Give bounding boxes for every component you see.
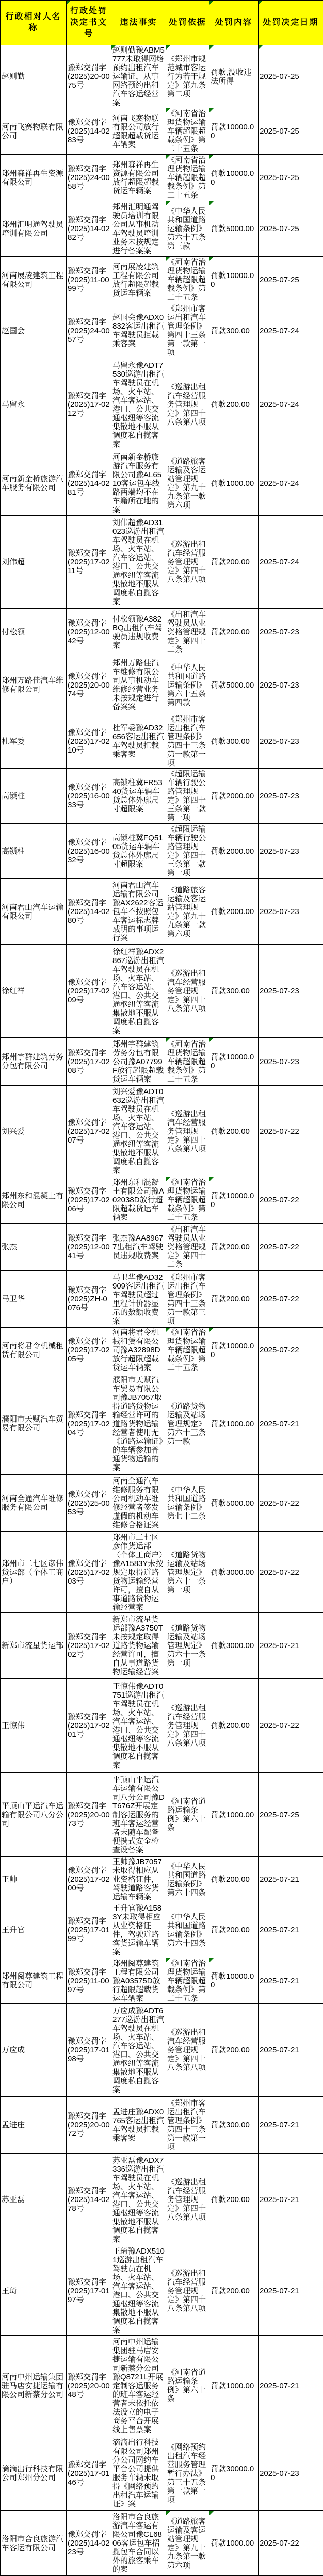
cell-party-name: 郑州森祥再生资源有限公司: [1, 155, 67, 201]
cell-penalty-content: 罚款5000.00: [209, 201, 259, 257]
green-corner-mark-icon: [209, 1, 214, 5]
cell-decision-doc-number: 豫郑交罚字(2025)17-0210号: [67, 714, 111, 769]
cell-decision-date: 2025-07-24: [259, 303, 323, 358]
cell-violation-fact: 郑州森祥再生资源有限公司放行超限超载货运车辆案: [111, 155, 166, 201]
cell-decision-date: 2025-07-21: [259, 2004, 323, 2097]
table-row: [1, 1532, 323, 1613]
cell-penalty-content: 罚款1000.00: [209, 2336, 259, 2436]
header-penalty-basis: 处罚依据: [166, 1, 209, 45]
cell-violation-fact: 郑州市二七区彦伟货运部（个体工商户）豫A1583Y未按规定取得道路货物运输经营许可，擅自从事道路货物运输经营案: [111, 1532, 166, 1613]
cell-penalty-content: 罚款200.00: [209, 1857, 259, 1902]
cell-violation-fact: 王惊伟豫ADT0751巡游出租汽车驾驶员在机场、火车站、汽车客运站、港口、公共交通枢纽等客流集散地不服从调度私自揽客案: [111, 1679, 166, 1773]
cell-decision-doc-number: 豫郑交罚字(2025)12-0041号: [67, 1224, 111, 1271]
green-corner-mark-icon: [166, 1038, 170, 1042]
cell-penalty-basis: 《巡游出租汽车经营服务管理规定》第四十八条第八项: [166, 2154, 209, 2246]
table-row: [1, 1328, 323, 1373]
cell-penalty-basis: 《郑州市客运出租汽车管理条例》第四十三条第一款第三项: [166, 1271, 209, 1328]
cell-party-name: 徐红祥: [1, 945, 67, 1038]
cell-violation-fact: 郑州汇明通驾驶员培训有限公司从事机动车驾驶员培训业务未按规定进行备案案: [111, 201, 166, 257]
cell-decision-doc-number: 豫郑交罚字(2025)17-0199号: [67, 1902, 111, 1958]
table-row: [1, 1271, 323, 1328]
cell-decision-date: 2025-07-22: [259, 1679, 323, 1773]
cell-violation-fact: 河南展凌建筑工程有限公司放行超限超载货运车辆案: [111, 257, 166, 303]
table-row: [1, 2511, 323, 2576]
cell-violation-fact: 徐红祥豫ADX2867巡游出租汽车驾驶员在机场、火车站、汽车客运站、港口、公共交通枢纽等客流集散地不服从调度私自揽客案: [111, 945, 166, 1038]
table-row: [1, 2336, 323, 2436]
cell-penalty-basis: 《河南省治理货物运输车辆超限超载条例》第二十五条: [166, 1038, 209, 1086]
cell-decision-date: 2025-07-25: [259, 108, 323, 155]
cell-decision-date: 2025-07-22: [259, 1532, 323, 1613]
cell-penalty-basis: 《道路旅客运输及客运站管理规定》第九十九条第一款第六项: [166, 879, 209, 945]
cell-penalty-content: 罚款200.00: [209, 2246, 259, 2336]
cell-decision-doc-number: 豫郑交罚字(2025)17-0202号: [67, 1613, 111, 1679]
cell-violation-fact: 河南全通汽车维修服务有限公司机动车维修经营者签发虚假的机动车维修合格证案: [111, 1475, 166, 1532]
table-row: [1, 769, 323, 824]
cell-decision-date: 2025-07-21: [259, 1857, 323, 1902]
cell-party-name: 郑州阅尊建筑工程有限公司: [1, 1958, 67, 2004]
cell-decision-doc-number: 豫郑交罚字(2025)14-0278号: [67, 2154, 111, 2246]
cell-party-name: 高锁柱: [1, 824, 67, 879]
cell-party-name: 刘兴爱: [1, 1086, 67, 1177]
cell-decision-doc-number: 豫郑交罚字(2025)17-0197号: [67, 2246, 111, 2336]
cell-penalty-content: 罚款2000.00: [209, 879, 259, 945]
cell-decision-doc-number: 豫郑交罚字(2025)17-0204号: [67, 1373, 111, 1475]
cell-penalty-content: 罚款10000.00: [209, 1177, 259, 1224]
table-row: [1, 609, 323, 656]
green-corner-mark-icon: [166, 257, 170, 261]
green-corner-mark-icon: [209, 257, 214, 261]
cell-penalty-content: 罚款10000.00: [209, 108, 259, 155]
table-row: [1, 1373, 323, 1475]
cell-penalty-basis: 《河南省道路运输条例》第六十条: [166, 2336, 209, 2436]
table-row: [1, 2097, 323, 2154]
cell-violation-fact: 刘伟超豫AD31023巡游出租汽车驾驶员在机场、火车站、汽车客运站、港口、公共交通枢纽等客流集散地不服从调度私自揽客案: [111, 516, 166, 609]
cell-penalty-content: 罚款200.00: [209, 1271, 259, 1328]
cell-penalty-basis: 《中华人民共和国道路运输条例》第六十五条第四款: [166, 656, 209, 714]
cell-penalty-basis: 《中华人民共和国道路运输条例》第六十四条: [166, 1902, 209, 1958]
green-corner-mark-icon: [166, 108, 170, 112]
cell-decision-date: 2025-07-21: [259, 1373, 323, 1475]
green-corner-mark-icon: [209, 1958, 214, 1962]
cell-penalty-basis: 《网络预约出租汽车经营服务管理暂行办法》第三十五条第一款第一项: [166, 2436, 209, 2511]
cell-violation-fact: 王帅豫JB7057未取得相应从业资格证件，驾驶道路客货运输车辆案: [111, 1857, 166, 1902]
table-row: [1, 1958, 323, 2004]
cell-party-name: 马留永: [1, 358, 67, 451]
cell-penalty-basis: 《超限运输车辆行驶公路管理规定》第四十三条第一款第一项: [166, 769, 209, 824]
cell-penalty-basis: 《巡游出租汽车经营服务管理规定》第四十八条第八项: [166, 945, 209, 1038]
cell-violation-fact: 河南君山汽车运输有限公司豫AX2622客运包车不按照包车客运标志牌载明的事项运行案: [111, 879, 166, 945]
cell-penalty-content: 罚款1000.00: [209, 1373, 259, 1475]
cell-violation-fact: 河南将君令机械租赁有限公司豫A32898D放行超限超载货运车辆案: [111, 1328, 166, 1373]
cell-violation-fact: 苏亚磊豫ADX7336巡游出租汽车驾驶员在机场、火车站、汽车客运站、港口、公共交通枢纽等客流集散地不服从调度私自揽客案: [111, 2154, 166, 2246]
header-party-name: 行政相对人名称: [1, 1, 67, 45]
cell-party-name: 新郑市流星货运部: [1, 1613, 67, 1679]
cell-party-name: 滴滴出行科技有限公司郑州分公司: [1, 2436, 67, 2511]
cell-penalty-basis: 《郑州市规范城市客运行为若干规定》第九条第二项: [166, 45, 209, 108]
cell-violation-fact: 付松领豫A382BQ出租汽车驾驶员违规收费案: [111, 609, 166, 656]
cell-violation-fact: 河南中州运输集团驻马店安捷运输有限公司新蔡分公司豫Q8721L开展定制客运服务的班车客运经营者未依托依法设立的电子商务平台开展线上售票案: [111, 2336, 166, 2436]
table-row: [1, 1224, 323, 1271]
cell-decision-date: 2025-07-24: [259, 516, 323, 609]
cell-decision-doc-number: 豫郑交罚字(2025)ZH-0076号: [67, 1271, 111, 1328]
header-decision-date: 处罚决定日期: [259, 1, 323, 45]
cell-penalty-content: 罚款2000.00: [209, 824, 259, 879]
cell-penalty-basis: 《河南省治理货物运输车辆超限超载条例》第二十五条: [166, 257, 209, 303]
table-row: [1, 1857, 323, 1902]
cell-violation-fact: 洛阳市合良旅游汽车客运有限公司豫CL6806客运包车招揽包车合同以外的旅客乘车的案: [111, 2511, 166, 2576]
cell-decision-date: 2025-07-25: [259, 257, 323, 303]
table-row: [1, 879, 323, 945]
table-row: [1, 45, 323, 108]
cell-decision-doc-number: 豫郑交罚字(2025)12-0042号: [67, 609, 111, 656]
cell-decision-date: 2025-07-25: [259, 201, 323, 257]
cell-penalty-content: 罚款10000.00: [209, 1038, 259, 1086]
cell-penalty-basis: 《巡游出租汽车经营服务管理规定》第四十八条第八项: [166, 358, 209, 451]
green-corner-mark-icon: [111, 45, 116, 50]
cell-decision-date: 2025-07-22: [259, 1224, 323, 1271]
cell-penalty-basis: 《巡游出租汽车经营服务管理规定》第四十八条第八项: [166, 1086, 209, 1177]
cell-penalty-basis: 《河南省道路运输条例》第六十条: [166, 1773, 209, 1857]
table-row: [1, 945, 323, 1038]
cell-violation-fact: 郑州万路佳汽车维修有限公司从事机动车维修经营业务未按规定进行备案案: [111, 656, 166, 714]
cell-violation-fact: 郑州宇群建筑劳务分包有限公司豫A07799F放行超限超载货运车辆案: [111, 1038, 166, 1086]
cell-penalty-basis: 《河南省治理货物运输车辆超限超载条例》第二十五条: [166, 1177, 209, 1224]
cell-penalty-basis: 《出租汽车驾驶员从业资格管理规定》第四十二条: [166, 1224, 209, 1271]
green-corner-mark-icon: [209, 1328, 214, 1332]
cell-penalty-content: 罚款200.00: [209, 1902, 259, 1958]
cell-decision-doc-number: 豫郑交罚字(2025)14-0283号: [67, 108, 111, 155]
cell-decision-doc-number: 豫郑交罚字(2025)17-0203号: [67, 1532, 111, 1613]
cell-violation-fact: 张杰豫AA89677出租汽车驾驶员违规收费案: [111, 1224, 166, 1271]
cell-decision-doc-number: 豫郑交罚字(2025)11-0099号: [67, 257, 111, 303]
green-corner-mark-icon: [166, 45, 170, 50]
cell-decision-date: 2025-07-23: [259, 879, 323, 945]
cell-party-name: 平顶山平运汽车运输有限公司八分公司: [1, 1773, 67, 1857]
cell-party-name: 河南飞赛物联有限公司: [1, 108, 67, 155]
cell-party-name: 郑州万路佳汽车维修有限公司: [1, 656, 67, 714]
cell-decision-doc-number: 豫郑交罚字(2025)17-0206号: [67, 1177, 111, 1224]
cell-penalty-basis: 《超限运输车辆行驶公路管理规定》第四十三条第一款第一项: [166, 824, 209, 879]
cell-penalty-content: 罚款30000.00: [209, 2436, 259, 2511]
table-row: [1, 1475, 323, 1532]
cell-decision-date: 2025-07-23: [259, 824, 323, 879]
cell-violation-fact: 高锁柱冀FR5340货运车辆车货总体外廓尺寸超限案: [111, 769, 166, 824]
cell-violation-fact: 河南新金桥旅游汽车服务有限公司豫AL6510客运包车线路两端均不在车籍所在地的案: [111, 451, 166, 516]
header-row: [1, 1, 323, 45]
cell-party-name: 苏亚磊: [1, 2154, 67, 2246]
table-row: [1, 516, 323, 609]
table-row: [1, 1177, 323, 1224]
cell-penalty-content: 罚款10000.00: [209, 257, 259, 303]
table-row: [1, 2246, 323, 2336]
cell-decision-doc-number: 豫郑交罚字(2025)17-0201号: [67, 1679, 111, 1773]
table-row: [1, 656, 323, 714]
cell-penalty-content: 罚款200.00: [209, 358, 259, 451]
green-corner-mark-icon: [166, 1177, 170, 1181]
table-row: [1, 303, 323, 358]
cell-penalty-basis: 《郑州市客运出租汽车管理条例》第四十三条第一款第一项: [166, 2097, 209, 2154]
cell-decision-date: 2025-07-25: [259, 1773, 323, 1857]
table-body: [1, 45, 323, 2576]
table-row: [1, 2154, 323, 2246]
cell-decision-date: 2025-07-23: [259, 1038, 323, 1086]
cell-decision-date: 2025-07-23: [259, 2436, 323, 2511]
cell-penalty-basis: 《中华人民共和国道路运输条例》第七十二条: [166, 1475, 209, 1532]
cell-penalty-basis: 《巡游出租汽车经营服务管理规定》第四十八条第八项: [166, 1679, 209, 1773]
cell-penalty-content: 罚款10000.00: [209, 1328, 259, 1373]
cell-decision-doc-number: 豫郑交罚字(2025)16-0033号: [67, 769, 111, 824]
cell-party-name: 河南中州运输集团驻马店安捷运输有限公司新蔡分公司: [1, 2336, 67, 2436]
cell-penalty-content: 罚款200.00: [209, 516, 259, 609]
cell-penalty-content: 罚款200.00: [209, 609, 259, 656]
cell-decision-doc-number: 豫郑交罚字(2025)14-0282号: [67, 201, 111, 257]
cell-decision-doc-number: 豫郑交罚字(2025)17-0208号: [67, 1038, 111, 1086]
cell-penalty-content: 罚款200.00: [209, 1224, 259, 1271]
cell-penalty-content: 罚款300.00: [209, 714, 259, 769]
cell-penalty-basis: 《河南省治理货物运输车辆超限超载条例》第二十五条: [166, 108, 209, 155]
cell-decision-doc-number: 豫郑交罚字(2025)11-0097号: [67, 1958, 111, 2004]
cell-penalty-content: 罚款200.00: [209, 2154, 259, 2246]
cell-party-name: 万应成: [1, 2004, 67, 2097]
cell-penalty-basis: 《郑州市客运出租汽车管理条例》第四十三条第一款第一项: [166, 714, 209, 769]
cell-decision-doc-number: 豫郑交罚字(2025)14-0223号: [67, 2511, 111, 2576]
cell-decision-date: 2025-07-21: [259, 2336, 323, 2436]
cell-decision-date: 2025-07-24: [259, 358, 323, 451]
cell-decision-doc-number: 豫郑交罚字(2025)17-0200号: [67, 1857, 111, 1902]
table-row: [1, 1902, 323, 1958]
cell-party-name: 郑州宇群建筑劳务分包有限公司: [1, 1038, 67, 1086]
table-row: [1, 2004, 323, 2097]
cell-decision-date: 2025-07-22: [259, 1328, 323, 1373]
cell-violation-fact: 河南飞赛物联有限公司放行超限超载货运车辆案: [111, 108, 166, 155]
cell-decision-date: 2025-07-22: [259, 1086, 323, 1177]
table-row: [1, 1086, 323, 1177]
header-decision-doc-number: 行政处罚决定书文号: [67, 1, 111, 45]
cell-decision-doc-number: 豫郑交罚字(2025)20-0073号: [67, 1773, 111, 1857]
cell-decision-date: 2025-07-25: [259, 45, 323, 108]
cell-penalty-basis: 《道路货物运输及站场管理规定》第六十一条第一项: [166, 1613, 209, 1679]
cell-penalty-basis: 《巡游出租汽车经营服务管理规定》第四十八条第八项: [166, 516, 209, 609]
cell-violation-fact: 赵国会豫ADX0832客运出租汽车驾驶员拒载乘客案: [111, 303, 166, 358]
cell-penalty-content: 罚款300.00: [209, 303, 259, 358]
cell-party-name: 赵国会: [1, 303, 67, 358]
green-corner-mark-icon: [166, 201, 170, 205]
cell-party-name: 洛阳市合良旅游汽车客运有限公司: [1, 2511, 67, 2576]
cell-violation-fact: 王升官豫A1583Y未取得相应从业资格证件，驾驶道路客货运输车辆案: [111, 1902, 166, 1958]
cell-penalty-content: 罚款200.00: [209, 1086, 259, 1177]
green-corner-mark-icon: [166, 155, 170, 159]
green-corner-mark-icon: [209, 45, 214, 50]
cell-penalty-content: 罚款200.00: [209, 1679, 259, 1773]
cell-violation-fact: 平顶山平运汽车运输有限公司八分公司豫DT676Z开展定制客运服务的班车客运经营者未随车配备便携式安全检查设备案: [111, 1773, 166, 1857]
cell-violation-fact: 郑州东和混凝土有限公司豫A02038D放行超限超载货运车辆案: [111, 1177, 166, 1224]
cell-penalty-content: 罚款5000.00: [209, 1475, 259, 1532]
cell-penalty-basis: 《河南省治理货物运输车辆超限超载条例》第二十五条: [166, 1958, 209, 2004]
cell-party-name: 付松领: [1, 609, 67, 656]
cell-party-name: 王升官: [1, 1902, 67, 1958]
cell-penalty-basis: 《河南省治理货物运输车辆超限超载条例》第二十五条: [166, 1328, 209, 1373]
cell-decision-doc-number: 豫郑交罚字(2025)17-0207号: [67, 1086, 111, 1177]
cell-decision-date: 2025-07-21: [259, 1902, 323, 1958]
cell-violation-fact: 杜军委豫AD32656客运出租汽车驾驶员拒载乘客案: [111, 714, 166, 769]
green-corner-mark-icon: [166, 2511, 170, 2515]
cell-party-name: 河南全通汽车维修服务有限公司: [1, 1475, 67, 1532]
table-row: [1, 714, 323, 769]
green-corner-mark-icon: [209, 201, 214, 205]
cell-decision-doc-number: 豫郑交罚字(2025)17-0198号: [67, 2004, 111, 2097]
cell-decision-doc-number: 豫郑交罚字(2025)17-0205号: [67, 1328, 111, 1373]
table-row: [1, 1679, 323, 1773]
cell-penalty-basis: 《道路旅客运输及客运站管理规定》第九十九条第一款第六项: [166, 451, 209, 516]
cell-violation-fact: 马留永豫ADT7530巡游出租汽车驾驶员在机场、火车站、汽车客运站、港口、公共交通枢纽等客流集散地不服从调度私自揽客案: [111, 358, 166, 451]
cell-decision-date: 2025-07-21: [259, 1958, 323, 2004]
cell-penalty-content: 罚款3000.00: [209, 1532, 259, 1613]
cell-party-name: 郑州汇明通驾驶员培训有限公司: [1, 201, 67, 257]
cell-penalty-basis: 《郑州市客运出租汽车管理条例》第四十三条第一款第一项: [166, 303, 209, 358]
cell-penalty-content: 罚款,没收违法所得: [209, 45, 259, 108]
cell-decision-date: 2025-07-22: [259, 1271, 323, 1328]
cell-decision-date: 2025-07-22: [259, 2511, 323, 2576]
cell-penalty-basis: 《巡游出租汽车经营服务管理规定》第四十八条第八项: [166, 2004, 209, 2097]
cell-decision-date: 2025-07-21: [259, 1613, 323, 1679]
cell-decision-doc-number: 豫郑交罚字(2025)17-0212号: [67, 358, 111, 451]
cell-penalty-content: 罚款2000.00: [209, 769, 259, 824]
table-row: [1, 451, 323, 516]
cell-violation-fact: 马卫华豫AD32909客运出租汽车驾驶员超过里程计价器显示的数额收费案: [111, 1271, 166, 1328]
cell-violation-fact: 孟进庄豫ADX0765客运出租汽车驾驶员拒载乘客案: [111, 2097, 166, 2154]
green-corner-mark-icon: [67, 1, 71, 5]
cell-penalty-content: 罚款1000.00: [209, 451, 259, 516]
cell-decision-doc-number: 豫郑交罚字(2025)24-0057号: [67, 303, 111, 358]
cell-party-name: 张杰: [1, 1224, 67, 1271]
cell-penalty-content: 罚款3000.00: [209, 1613, 259, 1679]
table-row: [1, 108, 323, 155]
cell-penalty-content: 罚款5000.00: [209, 656, 259, 714]
cell-party-name: 孟进庄: [1, 2097, 67, 2154]
cell-party-name: 河南将君令机械租赁有限公司: [1, 1328, 67, 1373]
table-row: [1, 1613, 323, 1679]
cell-decision-doc-number: 豫郑交罚字(2025)20-0048号: [67, 2336, 111, 2436]
cell-violation-fact: 高锁柱冀FQ5105货运车辆车货总体外廓尺寸超限案: [111, 824, 166, 879]
cell-violation-fact: 万应成豫ADT6277巡游出租汽车驾驶员在机场、火车站、汽车客运站、港口、公共交通枢纽等客流集散地不服从调度私自揽客案: [111, 2004, 166, 2097]
cell-party-name: 郑州东和混凝土有限公司: [1, 1177, 67, 1224]
green-corner-mark-icon: [259, 45, 263, 50]
cell-penalty-basis: 《道路货物运输及站场管理规定》第六十一条第一项: [166, 1532, 209, 1613]
table-row: [1, 155, 323, 201]
green-corner-mark-icon: [166, 1958, 170, 1962]
cell-party-name: 郑州市二七区彦伟货运部（个体工商户）: [1, 1532, 67, 1613]
cell-penalty-basis: 《出租汽车驾驶员从业资格管理规定》第四十二条: [166, 609, 209, 656]
table-row: [1, 257, 323, 303]
cell-party-name: 高锁柱: [1, 769, 67, 824]
cell-decision-doc-number: 豫郑交罚字(2025)17-0146号: [67, 2436, 111, 2511]
cell-decision-date: 2025-07-21: [259, 2097, 323, 2154]
cell-decision-date: 2025-07-23: [259, 656, 323, 714]
table-row: [1, 824, 323, 879]
cell-party-name: 河南君山汽车运输有限公司: [1, 879, 67, 945]
cell-party-name: 马卫华: [1, 1271, 67, 1328]
cell-penalty-content: 罚款10000.00: [209, 1958, 259, 2004]
cell-party-name: 王惊伟: [1, 1679, 67, 1773]
cell-violation-fact: 刘兴爱豫ADT0632巡游出租汽车驾驶员在机场、火车站、汽车客运站、港口、公共交通枢纽等客流集散地不服从调度私自揽客案: [111, 1086, 166, 1177]
cell-decision-doc-number: 豫郑交罚字(2025)20-0072号: [67, 2097, 111, 2154]
cell-violation-fact: 赵则勤豫ABM5777未取得网络预约出租汽车运输证，从事网络预约出租汽车客运经营案: [111, 45, 166, 108]
cell-violation-fact: 濮阳市天赋汽车贸易有限公司豫JB7057取得道路货物运输经营许可的道路货物运输经营者使用无《道路运输证》的车辆参加普通货物运输的案: [111, 1373, 166, 1475]
cell-party-name: 王琦: [1, 2246, 67, 2336]
cell-penalty-basis: 《道路货物运输及站场管理规定》第六十三条第一款: [166, 1373, 209, 1475]
cell-decision-date: 2025-07-21: [259, 2154, 323, 2246]
cell-penalty-basis: 《河南省治理货物运输车辆超限超载条例》第二十五条: [166, 155, 209, 201]
cell-party-name: 河南展凌建筑工程有限公司: [1, 257, 67, 303]
cell-party-name: 杜军委: [1, 714, 67, 769]
cell-penalty-basis: 《中华人民共和国道路运输条例》第六十四条: [166, 1857, 209, 1902]
table-row: [1, 358, 323, 451]
cell-decision-doc-number: 豫郑交罚字(2025)17-0211号: [67, 516, 111, 609]
table-row: [1, 201, 323, 257]
cell-party-name: 河南新金桥旅游汽车服务有限公司: [1, 451, 67, 516]
cell-decision-doc-number: 豫郑交罚字(2025)20-0075号: [67, 45, 111, 108]
header-violation-fact: 违法事实: [111, 1, 166, 45]
cell-penalty-basis: 《中华人民共和国道路运输条例》第六十五条第三款: [166, 201, 209, 257]
cell-penalty-content: 罚款300.00: [209, 2097, 259, 2154]
cell-decision-doc-number: 豫郑交罚字(2025)16-0032号: [67, 824, 111, 879]
cell-violation-fact: 王琦豫ADX5101巡游出租汽车驾驶员在机场、火车站、汽车客运站、港口、公共交通枢纽等客流集散地不服从调度私自揽客案: [111, 2246, 166, 2336]
cell-penalty-content: 罚款10000.00: [209, 155, 259, 201]
cell-decision-date: 2025-07-23: [259, 769, 323, 824]
green-corner-mark-icon: [259, 1, 263, 5]
cell-decision-doc-number: 豫郑交罚字(2025)24-0058号: [67, 155, 111, 201]
cell-decision-doc-number: 豫郑交罚字(2025)20-0074号: [67, 656, 111, 714]
cell-decision-doc-number: 豫郑交罚字(2025)17-0209号: [67, 945, 111, 1038]
cell-penalty-content: 罚款1000.00: [209, 1773, 259, 1857]
cell-penalty-content: 罚款1000.00: [209, 2511, 259, 2576]
cell-decision-date: 2025-07-23: [259, 945, 323, 1038]
cell-violation-fact: 郑州阅尊建筑工程有限公司豫A03575D放行超限超载货运车辆案: [111, 1958, 166, 2004]
cell-decision-date: 2025-07-22: [259, 1475, 323, 1532]
cell-penalty-basis: 《道路旅客运输及客运站管理规定》第九十九条第一款第六项: [166, 2511, 209, 2576]
cell-penalty-content: 罚款200.00: [209, 2004, 259, 2097]
header-penalty-content: 处罚内容: [209, 1, 259, 45]
cell-decision-doc-number: 豫郑交罚字(2025)25-0053号: [67, 1475, 111, 1532]
table-row: [1, 2436, 323, 2511]
cell-decision-date: 2025-07-21: [259, 2246, 323, 2336]
cell-penalty-content: 罚款300.00: [209, 945, 259, 1038]
cell-party-name: 王帅: [1, 1857, 67, 1902]
cell-decision-doc-number: 豫郑交罚字(2025)14-0281号: [67, 451, 111, 516]
cell-decision-date: 2025-07-23: [259, 609, 323, 656]
cell-decision-date: 2025-07-23: [259, 714, 323, 769]
cell-decision-date: 2025-07-24: [259, 451, 323, 516]
table-row: [1, 1773, 323, 1857]
cell-party-name: 赵则勤: [1, 45, 67, 108]
cell-party-name: 濮阳市天赋汽车贸易有限公司: [1, 1373, 67, 1475]
cell-decision-date: 2025-07-22: [259, 1177, 323, 1224]
cell-decision-date: 2025-07-25: [259, 155, 323, 201]
table-row: [1, 1038, 323, 1086]
cell-violation-fact: 滴滴出行科技有限公司郑州分公司网约车平台公司提供服务车辆未取得《网络预约出租汽车运输证》案: [111, 2436, 166, 2511]
green-corner-mark-icon: [209, 108, 214, 112]
cell-party-name: 刘伟超: [1, 516, 67, 609]
green-corner-mark-icon: [166, 1328, 170, 1332]
cell-decision-doc-number: 豫郑交罚字(2025)14-0280号: [67, 879, 111, 945]
cell-violation-fact: 新郑市流星货运部豫A3750T未按规定取得道路货物运输经营许可，擅自从事道路货物运输经营案: [111, 1613, 166, 1679]
cell-penalty-basis: 《巡游出租汽车经营服务管理规定》第四十八条第八项: [166, 2246, 209, 2336]
green-corner-mark-icon: [209, 1177, 214, 1181]
green-corner-mark-icon: [209, 155, 214, 159]
green-corner-mark-icon: [209, 1038, 214, 1042]
green-corner-mark-icon: [209, 2511, 214, 2515]
